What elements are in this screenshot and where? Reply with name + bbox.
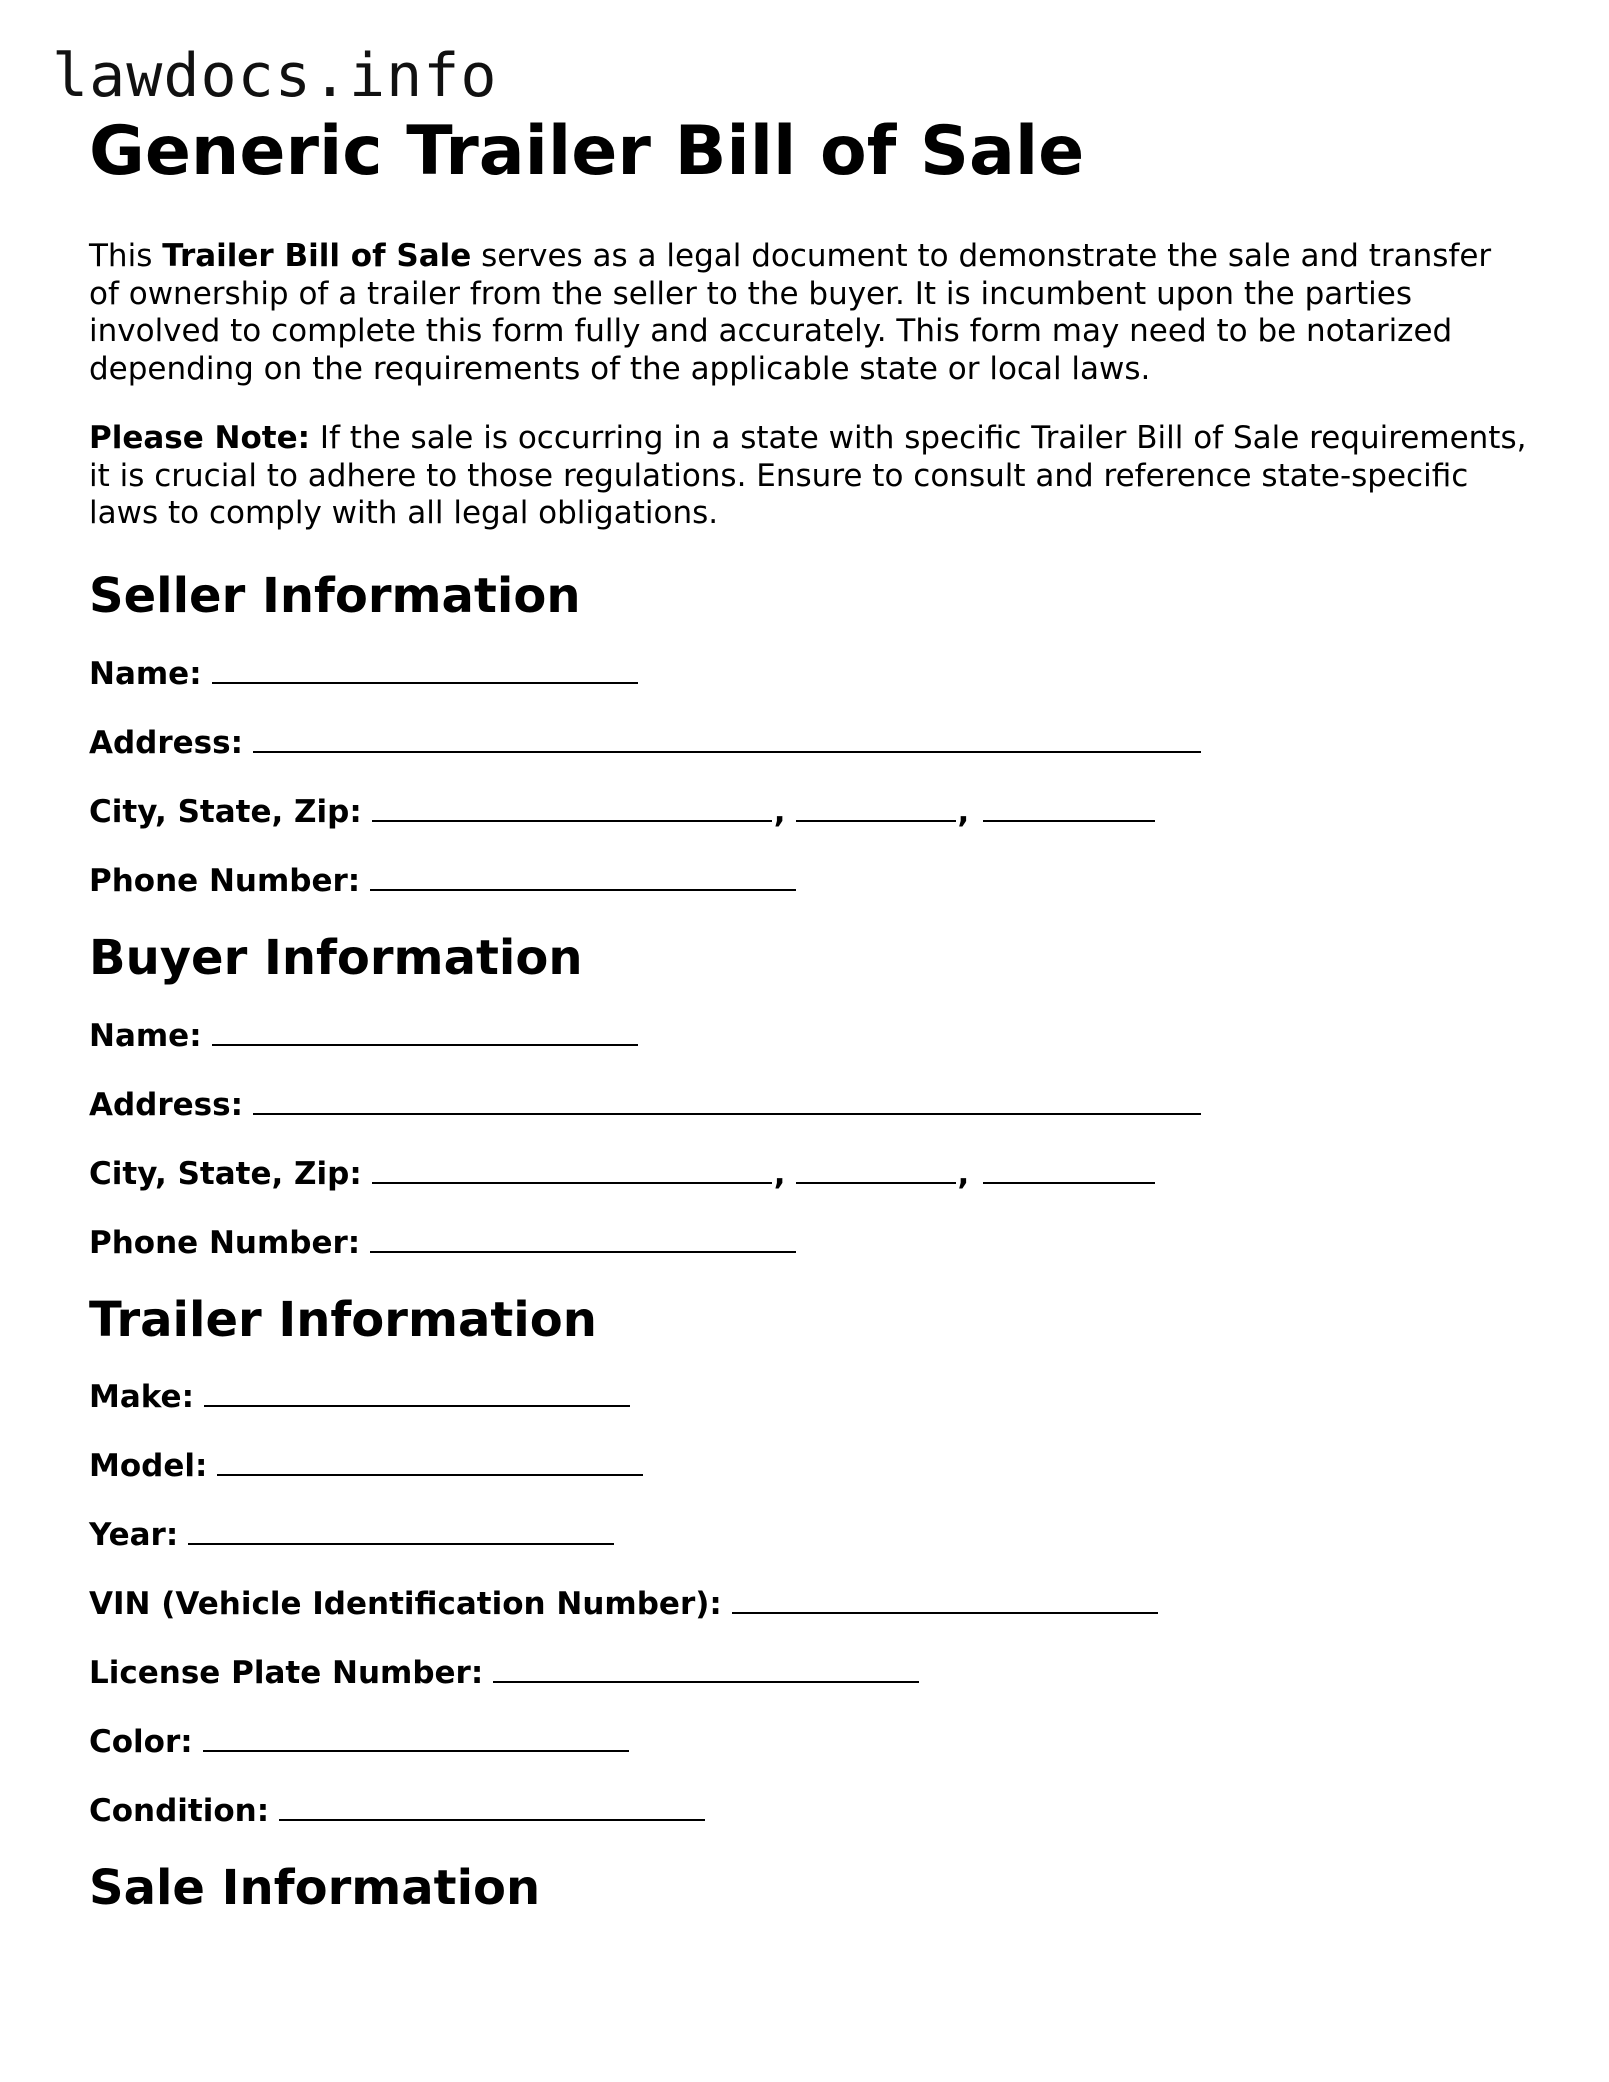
note-rest: If the sale is occurring in a state with specific Trailer Bill of Sale requirements, it is crucial to adhere to those regulations. Ensure to consult and reference state-specific laws to comply with all legal obligations. [89,420,1527,531]
trailer-make-field [89,1377,1529,1417]
trailer-condition-field [89,1791,1529,1831]
comma-separator: , [957,793,970,830]
buyer-zip-input[interactable] [983,1156,1155,1184]
seller-name-input[interactable] [212,656,638,684]
buyer-name-input[interactable] [212,1018,638,1046]
intro-bold: Trailer Bill of Sale [162,238,472,274]
trailer-vin-label: VIN (Vehicle Identification Number): [89,1585,722,1622]
trailer-vin-input[interactable] [732,1586,1158,1614]
seller-zip-input[interactable] [983,794,1155,822]
buyer-address-field [89,1085,1529,1125]
seller-heading: Seller Information [89,567,581,624]
seller-name-field [89,654,1529,694]
buyer-state-input[interactable] [796,1156,956,1184]
buyer-phone-field [89,1223,1529,1263]
buyer-city-input[interactable] [372,1156,772,1184]
seller-name-label: Name: [89,655,202,692]
comma-separator: , [773,1155,786,1192]
buyer-name-label: Name: [89,1017,202,1054]
trailer-plate-input[interactable] [493,1655,919,1683]
buyer-phone-input[interactable] [370,1225,796,1253]
trailer-model-label: Model: [89,1447,208,1484]
trailer-year-input[interactable] [188,1517,614,1545]
intro-rest: serves as a legal document to demonstrate the sale and transfer of ownership of a trailer from the seller to the buyer. It is incumbent upon the parties involved to complete this form fully and accurately. This form may need to be notarized depending on the requirements of the applicable state or local laws. [89,238,1492,387]
seller-state-input[interactable] [796,794,956,822]
buyer-address-input[interactable] [253,1087,1201,1115]
trailer-make-input[interactable] [204,1379,630,1407]
buyer-city-label: City, State, Zip: [89,1155,362,1192]
seller-phone-field [89,861,1529,901]
trailer-condition-label: Condition: [89,1792,270,1829]
sale-heading: Sale Information [89,1859,541,1916]
buyer-heading: Buyer Information [89,929,583,986]
trailer-color-input[interactable] [203,1724,629,1752]
seller-city-input[interactable] [372,794,772,822]
buyer-phone-label: Phone Number: [89,1224,361,1261]
seller-city-state-zip-field [89,792,1529,832]
trailer-condition-input[interactable] [279,1793,705,1821]
intro-paragraph [89,238,1529,388]
seller-address-label: Address: [89,724,243,761]
buyer-name-field [89,1016,1529,1056]
comma-separator: , [773,793,786,830]
note-paragraph [89,420,1529,533]
note-bold: Please Note: [89,420,311,456]
seller-address-field [89,723,1529,763]
document-body [89,112,1529,1916]
comma-separator: , [957,1155,970,1192]
buyer-city-state-zip-field [89,1154,1529,1194]
trailer-model-input[interactable] [217,1448,643,1476]
trailer-color-field [89,1722,1529,1762]
trailer-year-field [89,1515,1529,1555]
seller-address-input[interactable] [253,725,1201,753]
intro-prefix: This [89,238,163,274]
trailer-model-field [89,1446,1529,1486]
trailer-year-label: Year: [89,1516,179,1553]
trailer-plate-label: License Plate Number: [89,1654,484,1691]
site-watermark: lawdocs.info [52,41,498,111]
buyer-address-label: Address: [89,1086,243,1123]
seller-city-label: City, State, Zip: [89,793,362,830]
document-title: Generic Trailer Bill of Sale [89,112,1085,191]
trailer-color-label: Color: [89,1723,193,1760]
seller-phone-label: Phone Number: [89,862,361,899]
trailer-vin-field [89,1584,1529,1624]
trailer-plate-field [89,1653,1529,1693]
trailer-heading: Trailer Information [89,1291,597,1348]
seller-phone-input[interactable] [370,863,796,891]
trailer-make-label: Make: [89,1378,194,1415]
